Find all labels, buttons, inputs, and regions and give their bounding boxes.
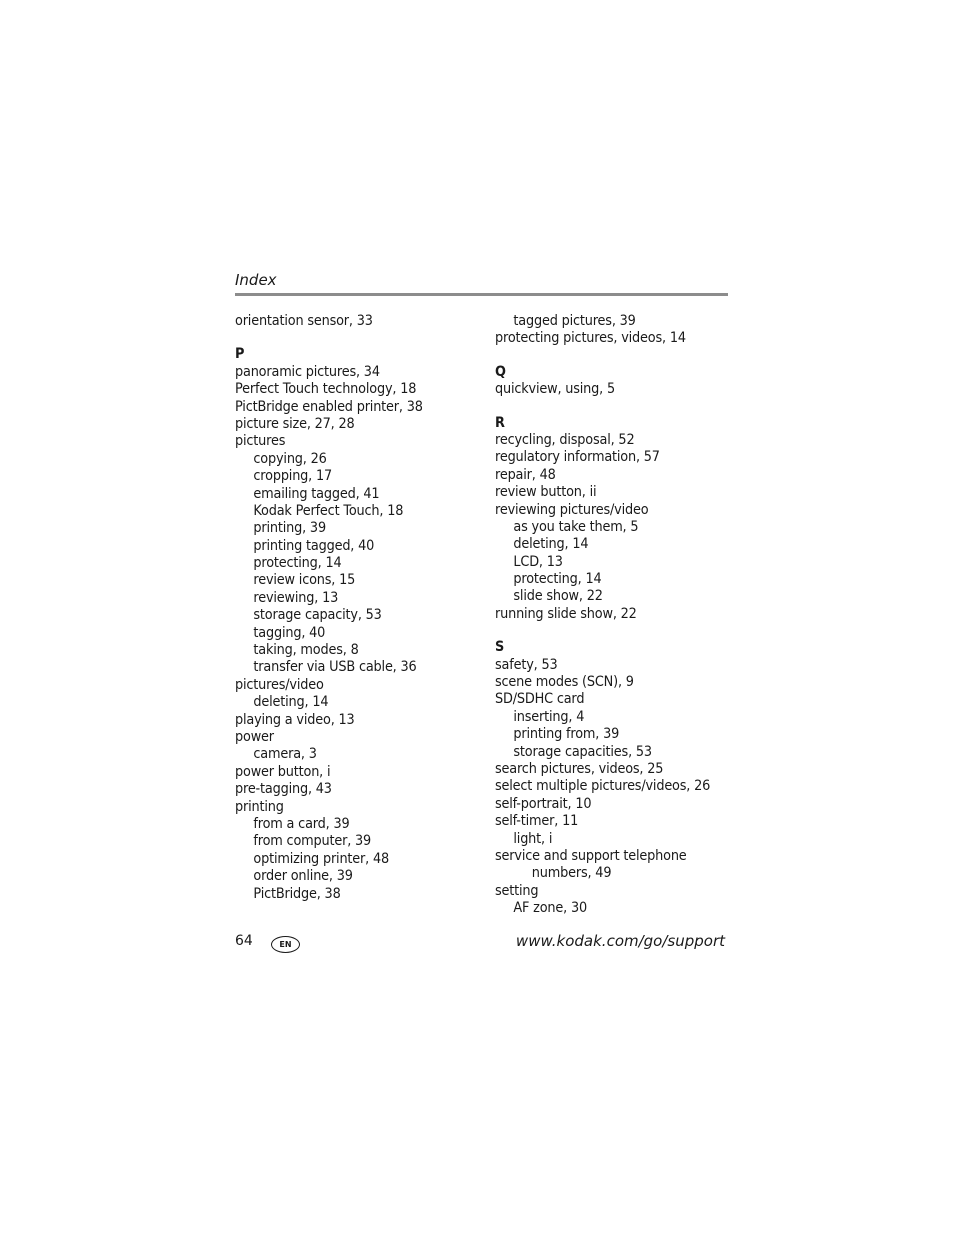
- index-column-right: [495, 313, 710, 918]
- index-subentry: from computer, 39: [253, 833, 372, 850]
- index-entry: pictures/video: [235, 676, 324, 693]
- index-subentry: light, i: [513, 830, 553, 847]
- index-subentry: copying, 26: [253, 450, 327, 467]
- index-subentry: emailing tagged, 41: [253, 485, 380, 502]
- index-subentry: transfer via USB cable, 36: [253, 659, 417, 676]
- index-subentry: taking, modes, 8: [253, 642, 359, 659]
- index-subentry: cropping, 17: [253, 468, 333, 485]
- index-subentry: camera, 3: [253, 746, 317, 763]
- index-entry: Perfect Touch technology, 18: [235, 381, 417, 398]
- index-entry: pictures: [235, 433, 286, 450]
- index-entry: power: [235, 728, 274, 745]
- header-rule: [235, 293, 728, 296]
- index-letter-heading: R: [495, 414, 505, 431]
- footer-page-number: 64: [235, 933, 253, 949]
- index-subentry: printing, 39: [253, 520, 326, 537]
- index-entry: scene modes (SCN), 9: [495, 674, 634, 691]
- index-letter-heading: P: [235, 346, 245, 363]
- index-entry: orientation sensor, 33: [235, 313, 373, 329]
- index-entry: panoramic pictures, 34: [235, 363, 380, 380]
- index-entry: repair, 48: [495, 466, 556, 483]
- index-entry: power button, i: [235, 763, 331, 780]
- index-entry: recycling, disposal, 52: [495, 431, 635, 448]
- index-letter-heading: Q: [495, 363, 506, 380]
- index-subentry: deleting, 14: [513, 536, 589, 553]
- index-entry: running slide show, 22: [495, 605, 637, 622]
- index-subentry: inserting, 4: [513, 708, 585, 725]
- index-subentry: PictBridge, 38: [253, 885, 341, 902]
- index-entry: select multiple pictures/videos, 26: [495, 778, 711, 795]
- index-entry: reviewing pictures/video: [495, 501, 649, 518]
- index-entry: review button, ii: [495, 484, 597, 501]
- index-subentry: order online, 39: [253, 868, 353, 885]
- index-entry: SD/SDHC card: [495, 691, 585, 708]
- index-subentry: AF zone, 30: [513, 900, 587, 917]
- index-subentry: from a card, 39: [253, 815, 350, 832]
- index-entry: printing: [235, 798, 284, 815]
- index-entry: playing a video, 13: [235, 711, 355, 728]
- footer-url: www.kodak.com/go/support: [515, 932, 725, 950]
- index-subentry: protecting, 14: [253, 555, 342, 572]
- index-subentry: tagging, 40: [253, 624, 326, 641]
- index-entry: safety, 53: [495, 656, 558, 673]
- index-subentry: protecting, 14: [513, 571, 602, 588]
- index-subentry: printing from, 39: [513, 726, 620, 743]
- index-subentry: slide show, 22: [513, 588, 603, 605]
- index-entry: service and support telephone: [495, 847, 687, 864]
- index-subentry: printing tagged, 40: [253, 537, 375, 554]
- index-subentry: storage capacities, 53: [513, 743, 652, 760]
- language-badge: EN: [271, 936, 300, 953]
- index-entry: self-portrait, 10: [495, 795, 592, 812]
- index-subentry: review icons, 15: [253, 572, 356, 589]
- index-entry: regulatory information, 57: [495, 449, 660, 466]
- index-entry: search pictures, videos, 25: [495, 760, 664, 777]
- page-header-title: Index: [235, 271, 277, 289]
- index-entry: self-timer, 11: [495, 813, 579, 830]
- index-subentry: LCD, 13: [513, 553, 563, 570]
- index-letter-heading: S: [495, 639, 505, 656]
- index-entry: setting: [495, 882, 539, 899]
- index-entry: picture size, 27, 28: [235, 415, 355, 432]
- index-subentry: Kodak Perfect Touch, 18: [253, 502, 404, 519]
- index-column-left: [235, 313, 423, 903]
- index-entry: quickview, using, 5: [495, 381, 615, 398]
- index-subentry: optimizing printer, 48: [253, 850, 389, 867]
- index-subentry: deleting, 14: [253, 694, 329, 711]
- index-entry: PictBridge enabled printer, 38: [235, 398, 423, 415]
- index-entry: protecting pictures, videos, 14: [495, 330, 686, 347]
- index-subentry: storage capacity, 53: [253, 607, 382, 624]
- index-subentry: reviewing, 13: [253, 589, 339, 606]
- index-subentry: tagged pictures, 39: [513, 313, 636, 329]
- index-subentry: numbers, 49: [531, 865, 612, 882]
- index-entry: pre-tagging, 43: [235, 781, 332, 798]
- index-subentry: as you take them, 5: [513, 518, 639, 535]
